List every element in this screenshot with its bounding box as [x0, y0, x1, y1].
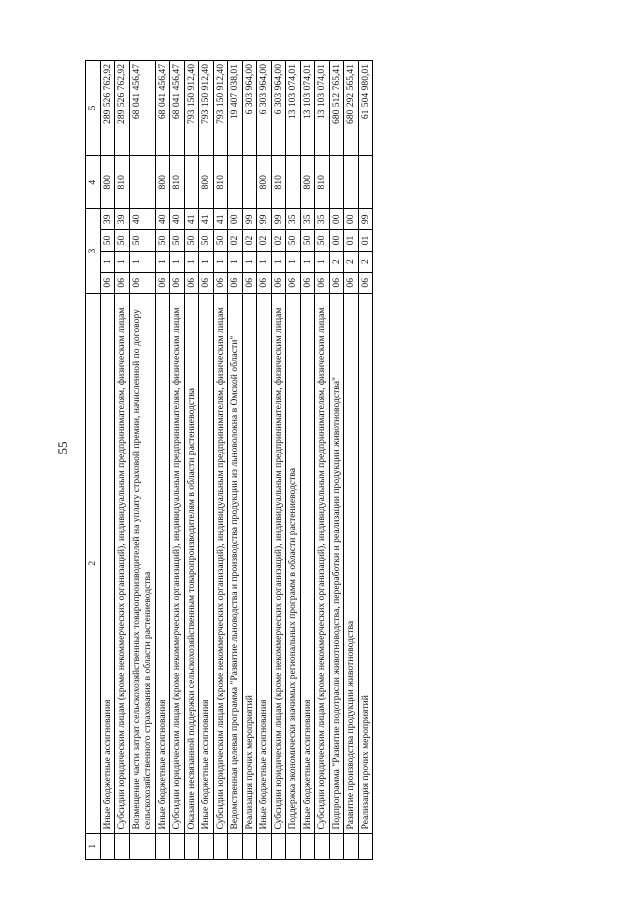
- cell-blank: [358, 833, 373, 859]
- cell-amount: 13 103 074,01: [315, 61, 330, 156]
- cell-code-program: 06: [257, 272, 272, 293]
- cell-amount: 289 526 762,92: [100, 61, 115, 156]
- cell-amount: 289 526 762,92: [115, 61, 130, 156]
- cell-name: Реализация прочих мероприятий: [358, 293, 373, 833]
- cell-blank: [170, 833, 185, 859]
- cell-blank: [286, 833, 301, 859]
- cell-name: Иные бюджетные ассигнования: [155, 293, 170, 833]
- cell-blank: [129, 833, 155, 859]
- cell-code-subprogram: 2: [329, 251, 344, 272]
- cell-amount: 6 303 964,00: [271, 61, 286, 156]
- cell-expense-type: [344, 156, 359, 209]
- table-row: [170, 61, 185, 860]
- cell-code-subprogram: 1: [242, 251, 257, 272]
- cell-expense-type: 800: [100, 156, 115, 209]
- cell-expense-type: [184, 156, 199, 209]
- cell-code-event: 50: [199, 230, 214, 251]
- cell-amount: 6 303 964,00: [242, 61, 257, 156]
- cell-code-program: 06: [315, 272, 330, 293]
- cell-code-program: 06: [155, 272, 170, 293]
- table-row: [286, 61, 301, 860]
- header-col-2: 2: [86, 293, 101, 833]
- table-row: [271, 61, 286, 860]
- cell-name: Субсидии юридическим лицам (кроме некоммерческих организаций), индивидуальным предпринимателям, физическим лицам: [213, 293, 228, 833]
- cell-expense-type: [129, 156, 155, 209]
- cell-code-event: 00: [329, 230, 344, 251]
- cell-code-event: 50: [170, 230, 185, 251]
- cell-amount: 793 150 912,40: [184, 61, 199, 156]
- cell-amount: 793 150 912,40: [199, 61, 214, 156]
- table-row: [155, 61, 170, 860]
- cell-code-subprogram: 1: [115, 251, 130, 272]
- cell-code-direction: 99: [358, 209, 373, 230]
- cell-amount: 68 041 456,47: [129, 61, 155, 156]
- cell-name: Субсидии юридическим лицам (кроме некоммерческих организаций), индивидуальным предпринимателям, физическим лицам: [115, 293, 130, 833]
- cell-expense-type: 810: [271, 156, 286, 209]
- cell-code-subprogram: 1: [199, 251, 214, 272]
- cell-code-direction: 41: [213, 209, 228, 230]
- cell-code-direction: 40: [170, 209, 185, 230]
- cell-code-event: 50: [315, 230, 330, 251]
- cell-name: Иные бюджетные ассигнования: [100, 293, 115, 833]
- cell-name: Оказание несвязанной поддержки сельскохозяйственным товаропроизводителям в области растениеводства: [184, 293, 199, 833]
- cell-blank: [100, 833, 115, 859]
- table-row: [184, 61, 199, 860]
- cell-amount: 680 292 565,41: [344, 61, 359, 156]
- cell-blank: [242, 833, 257, 859]
- header-col-3: 3: [86, 209, 101, 294]
- cell-code-event: 50: [155, 230, 170, 251]
- header-col-1: 1: [86, 833, 101, 859]
- cell-code-program: 06: [300, 272, 315, 293]
- cell-code-event: 50: [100, 230, 115, 251]
- table-row: [100, 61, 115, 860]
- cell-code-program: 06: [242, 272, 257, 293]
- cell-code-program: 06: [129, 272, 155, 293]
- cell-expense-type: 810: [315, 156, 330, 209]
- cell-code-subprogram: 1: [257, 251, 272, 272]
- cell-blank: [228, 833, 243, 859]
- cell-code-direction: 41: [184, 209, 199, 230]
- table-row: [300, 61, 315, 860]
- cell-code-program: 06: [184, 272, 199, 293]
- cell-amount: 19 407 038,01: [228, 61, 243, 156]
- cell-code-subprogram: 1: [129, 251, 155, 272]
- cell-code-event: 50: [213, 230, 228, 251]
- cell-code-subprogram: 2: [344, 251, 359, 272]
- cell-code-program: 06: [115, 272, 130, 293]
- cell-code-event: 01: [358, 230, 373, 251]
- table-row: [242, 61, 257, 860]
- cell-blank: [155, 833, 170, 859]
- cell-blank: [257, 833, 272, 859]
- header-col-4: 4: [86, 156, 101, 209]
- cell-code-event: 01: [344, 230, 359, 251]
- cell-expense-type: 810: [213, 156, 228, 209]
- cell-code-event: 50: [300, 230, 315, 251]
- cell-code-subprogram: 2: [358, 251, 373, 272]
- cell-amount: 680 512 765,41: [329, 61, 344, 156]
- cell-blank: [315, 833, 330, 859]
- cell-name: Субсидии юридическим лицам (кроме некоммерческих организаций), индивидуальным предпринимателям, физическим лицам: [271, 293, 286, 833]
- cell-code-event: 02: [257, 230, 272, 251]
- cell-amount: 793 150 912,40: [213, 61, 228, 156]
- cell-code-subprogram: 1: [286, 251, 301, 272]
- cell-name: Иные бюджетные ассигнования: [199, 293, 214, 833]
- cell-blank: [199, 833, 214, 859]
- cell-code-subprogram: 1: [228, 251, 243, 272]
- cell-blank: [213, 833, 228, 859]
- cell-code-direction: 35: [286, 209, 301, 230]
- cell-code-subprogram: 1: [300, 251, 315, 272]
- cell-name: Иные бюджетные ассигнования: [300, 293, 315, 833]
- cell-code-direction: 35: [315, 209, 330, 230]
- cell-blank: [344, 833, 359, 859]
- cell-expense-type: 800: [199, 156, 214, 209]
- cell-blank: [271, 833, 286, 859]
- cell-code-direction: 99: [271, 209, 286, 230]
- cell-code-program: 06: [329, 272, 344, 293]
- cell-expense-type: 800: [300, 156, 315, 209]
- cell-code-subprogram: 1: [271, 251, 286, 272]
- cell-blank: [115, 833, 130, 859]
- cell-name: Субсидии юридическим лицам (кроме некоммерческих организаций), индивидуальным предпринимателям, физическим лицам: [315, 293, 330, 833]
- cell-code-subprogram: 1: [155, 251, 170, 272]
- cell-name: Иные бюджетные ассигнования: [257, 293, 272, 833]
- table-row: [257, 61, 272, 860]
- budget-table-rotated: [85, 60, 570, 860]
- cell-code-program: 06: [100, 272, 115, 293]
- table-row: [228, 61, 243, 860]
- cell-name: Подпрограмма "Развитие подотрасли животноводства, переработки и реализации продукции животноводства": [329, 293, 344, 833]
- cell-expense-type: 810: [115, 156, 130, 209]
- cell-code-direction: 40: [129, 209, 155, 230]
- cell-expense-type: [228, 156, 243, 209]
- cell-code-program: 06: [213, 272, 228, 293]
- cell-code-subprogram: 1: [184, 251, 199, 272]
- cell-code-program: 06: [199, 272, 214, 293]
- table-body: [100, 61, 373, 860]
- table-row: [213, 61, 228, 860]
- cell-code-subprogram: 1: [170, 251, 185, 272]
- header-row: [86, 61, 101, 860]
- cell-code-program: 06: [228, 272, 243, 293]
- cell-code-event: 02: [242, 230, 257, 251]
- cell-name: Развитие производства продукции животноводства: [344, 293, 359, 833]
- cell-code-subprogram: 1: [315, 251, 330, 272]
- cell-expense-type: [242, 156, 257, 209]
- cell-code-direction: 99: [257, 209, 272, 230]
- cell-code-direction: 40: [155, 209, 170, 230]
- header-col-5: 5: [86, 61, 101, 156]
- table-row: [115, 61, 130, 860]
- cell-code-direction: 00: [228, 209, 243, 230]
- cell-amount: 13 103 074,01: [286, 61, 301, 156]
- page-number: 55: [55, 441, 70, 455]
- cell-code-event: 50: [129, 230, 155, 251]
- cell-amount: 68 041 456,47: [170, 61, 185, 156]
- cell-name: Реализация прочих мероприятий: [242, 293, 257, 833]
- cell-amount: 6 303 964,00: [257, 61, 272, 156]
- cell-code-direction: 39: [100, 209, 115, 230]
- cell-amount: 13 103 074,01: [300, 61, 315, 156]
- cell-code-direction: 00: [344, 209, 359, 230]
- cell-blank: [329, 833, 344, 859]
- cell-code-program: 06: [286, 272, 301, 293]
- cell-code-program: 06: [271, 272, 286, 293]
- cell-expense-type: [286, 156, 301, 209]
- cell-amount: 68 041 456,47: [155, 61, 170, 156]
- cell-expense-type: 800: [257, 156, 272, 209]
- table-row: [329, 61, 344, 860]
- cell-code-program: 06: [344, 272, 359, 293]
- cell-name: Ведомственная целевая программа "Развитие льноводства и производства продукции из льноволокна в Омской области": [228, 293, 243, 833]
- cell-code-direction: 39: [115, 209, 130, 230]
- cell-code-subprogram: 1: [100, 251, 115, 272]
- cell-name: Поддержка экономически значимых региональных программ в области растениеводства: [286, 293, 301, 833]
- cell-expense-type: 810: [170, 156, 185, 209]
- cell-code-event: 50: [184, 230, 199, 251]
- table-row: [199, 61, 214, 860]
- table-row: [344, 61, 359, 860]
- cell-name: Возмещение части затрат сельскохозяйственных товаропроизводителей на уплату страховой премии, начисленной по договору сельскохозяйственного страхования в области растениеводства: [129, 293, 155, 833]
- cell-code-direction: 41: [199, 209, 214, 230]
- cell-code-direction: 35: [300, 209, 315, 230]
- cell-code-direction: 99: [242, 209, 257, 230]
- cell-code-event: 50: [115, 230, 130, 251]
- cell-blank: [300, 833, 315, 859]
- table-row: [315, 61, 330, 860]
- cell-expense-type: [329, 156, 344, 209]
- table-row: [129, 61, 155, 860]
- table-row: [358, 61, 373, 860]
- cell-code-program: 06: [170, 272, 185, 293]
- cell-code-program: 06: [358, 272, 373, 293]
- cell-code-subprogram: 1: [213, 251, 228, 272]
- cell-code-event: 50: [286, 230, 301, 251]
- cell-code-event: 02: [228, 230, 243, 251]
- cell-blank: [184, 833, 199, 859]
- cell-code-direction: 00: [329, 209, 344, 230]
- cell-expense-type: [358, 156, 373, 209]
- cell-name: Субсидии юридическим лицам (кроме некоммерческих организаций), индивидуальным предпринимателям, физическим лицам: [170, 293, 185, 833]
- cell-amount: 61 504 980,01: [358, 61, 373, 156]
- budget-table: [85, 60, 373, 860]
- cell-expense-type: 800: [155, 156, 170, 209]
- cell-code-event: 02: [271, 230, 286, 251]
